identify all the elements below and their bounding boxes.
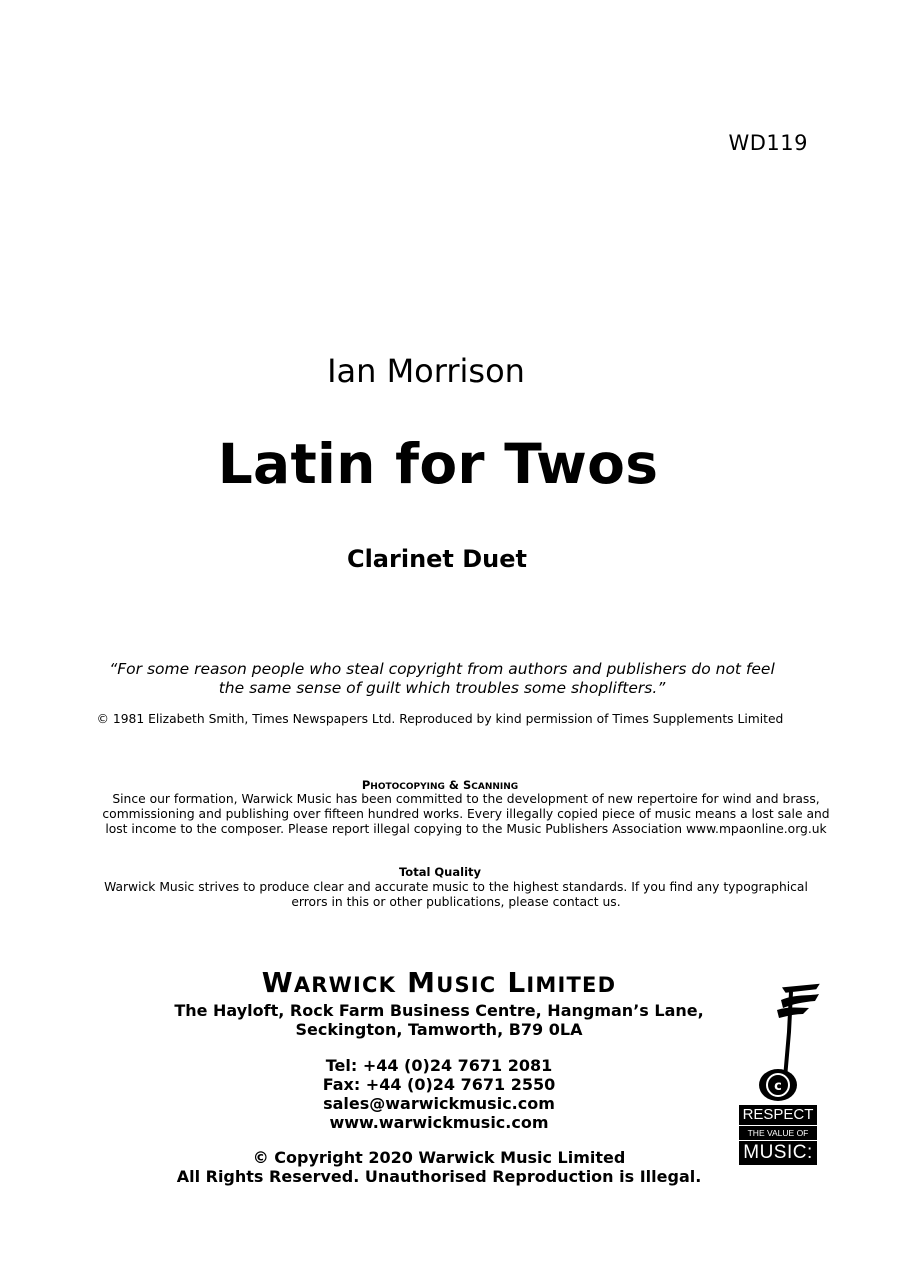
catalog-number: WD119 <box>728 131 808 155</box>
address-line: The Hayloft, Rock Farm Business Centre, Hangman’s Lane, <box>174 1001 704 1020</box>
logo-respect: RESPECT <box>739 1105 817 1125</box>
music-note-icon <box>737 982 821 1106</box>
copyright-line: © Copyright 2020 Warwick Music Limited <box>252 1148 626 1167</box>
quote-credit: © 1981 Elizabeth Smith, Times Newspapers Ltd. Reproduced by kind permission of Times Supplements Limited <box>96 712 784 726</box>
photocopying-text <box>0 792 900 837</box>
copyright-quote <box>0 660 884 698</box>
total-quality-line: errors in this or other publications, please contact us. <box>291 895 621 909</box>
total-quality-heading: Total Quality <box>398 865 482 879</box>
page-title: Latin for Twos <box>217 432 659 496</box>
instrumentation-subtitle: Clarinet Duet <box>346 545 528 573</box>
photocopying-line: Since our formation, Warwick Music has been committed to the development of new repertoire for wind and brass, <box>112 792 820 806</box>
logo-the-value-of: THE VALUE OF <box>739 1126 817 1140</box>
svg-text:c: c <box>774 1079 782 1094</box>
photocopying-line: commissioning and publishing over fifteen hundred works. Every illegally copied piece of music means a lost sale and <box>102 807 830 821</box>
quote-line: the same sense of guilt which troubles some shoplifters.” <box>218 679 666 697</box>
total-quality-text <box>0 880 900 910</box>
photocopying-line: lost income to the composer. Please report illegal copying to the Music Publishers Association www.mpaonline.org.uk <box>105 822 827 836</box>
telephone: Tel: +44 (0)24 7671 2081 <box>325 1056 553 1075</box>
quote-line: “For some reason people who steal copyright from authors and publishers do not feel <box>109 660 775 678</box>
website-link[interactable]: www.warwickmusic.com <box>329 1113 549 1132</box>
rights-line: All Rights Reserved. Unauthorised Reproduction is Illegal. <box>176 1167 702 1186</box>
composer-name: Ian Morrison <box>327 352 525 390</box>
email-link[interactable]: sales@warwickmusic.com <box>323 1094 555 1113</box>
publisher-name: WARWICK MUSIC LIMITED <box>261 966 617 999</box>
total-quality-line: Warwick Music strives to produce clear and accurate music to the highest standards. If you find any typographical <box>104 880 808 894</box>
address-line: Seckington, Tamworth, B79 0LA <box>295 1020 583 1039</box>
logo-music: MUSIC: <box>739 1141 817 1165</box>
respect-the-value-of-music-logo <box>737 982 821 1166</box>
photocopying-heading: PHOTOCOPYING & SCANNING <box>361 778 519 792</box>
fax: Fax: +44 (0)24 7671 2550 <box>322 1075 556 1094</box>
